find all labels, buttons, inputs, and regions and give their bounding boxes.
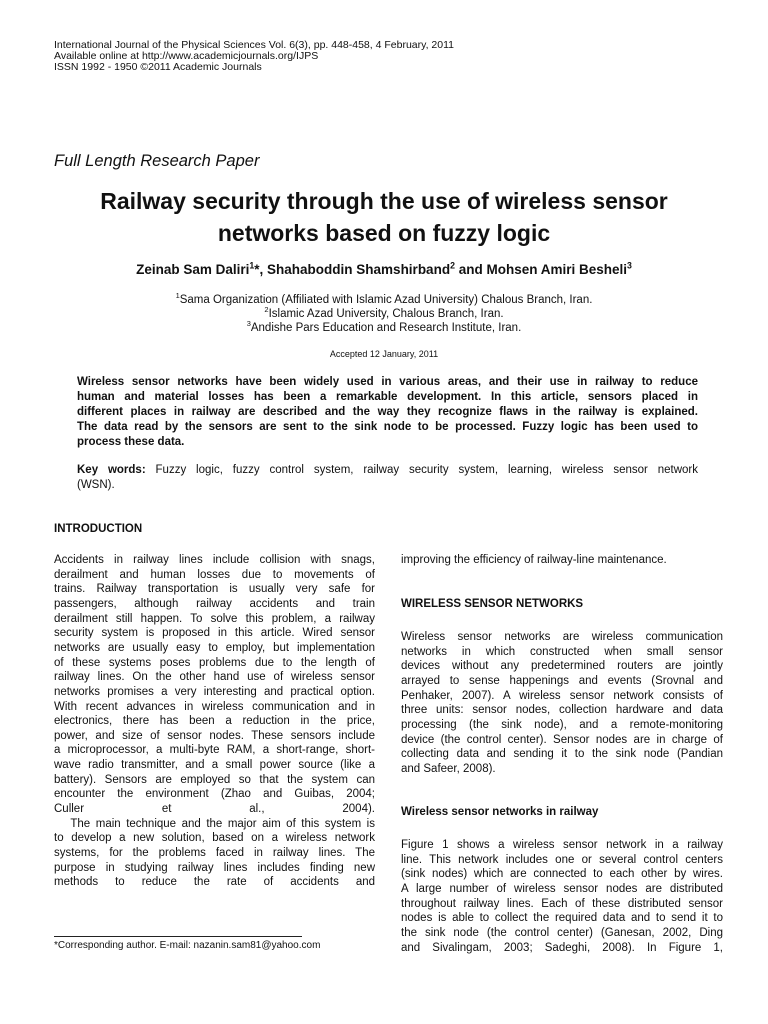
text-line: collecting data and sending it to the sink node (Pandian (401, 748, 723, 761)
text-line: trains. Railway transportation is usually very safe for (54, 583, 375, 596)
text-line: derailment and human losses due to movements of (54, 568, 375, 581)
text-line: wave radio transmitter, and a small power source (like a (54, 759, 375, 772)
affiliation-mark: 2 (264, 305, 269, 315)
abstract-line: different places in railway are described and the way they recognize flaws in the railway is explained. (77, 406, 698, 418)
text-line: With recent advances in wireless communication and in (54, 700, 375, 713)
abstract-line: The data read by the sensors are sent to the sink node to be processed. Fuzzy logic has been used to (77, 421, 698, 433)
author-name: Zeinab Sam Daliri (136, 262, 250, 277)
text-line: systems, for the problems faced in railway lines. The (54, 847, 375, 859)
affiliation-mark: 3 (246, 319, 251, 329)
text-line: Accidents in railway lines include collision with snags, (54, 554, 375, 566)
affiliation-text: Islamic Azad University, Chalous Branch, Iran. (268, 308, 504, 320)
keywords-label: Key words: (77, 464, 146, 476)
journal-citation-line: International Journal of the Physical Sciences Vol. 6(3), pp. 448-458, 4 February, 2011 (54, 39, 455, 51)
author-affil-mark: 1 (249, 260, 255, 271)
abstract-line: human and material losses has been a remarkable development. In this article, sensors placed in (77, 391, 698, 403)
affiliation-mark: 1 (175, 291, 180, 301)
affiliation-text: Sama Organization (Affiliated with Islamic Azad University) Chalous Branch, Iran. (179, 294, 593, 306)
text-line: power, and size of sensor nodes. These sensors include (54, 729, 375, 742)
journal-online-line: Available online at http://www.academicjournals.org/IJPS (54, 50, 319, 62)
text-line: railway lines. On the other hand use of wireless sensor (54, 671, 375, 684)
text-line: to develop a new solution, based on a wireless network (54, 832, 375, 845)
text-line: device (the control center). Sensor nodes are in charge of (401, 733, 723, 746)
author-affil-mark: 3 (627, 260, 632, 271)
keywords-line: (WSN). (77, 479, 115, 491)
text-line: methods to reduce the rate of accidents and (54, 876, 375, 889)
text-line: security system is proposed in this article. Wired sensor (54, 627, 375, 640)
affiliation-1 (0, 293, 768, 307)
text-line: networks are usually easy to employ, but implementation (54, 641, 375, 654)
text-line: A large number of wireless sensor nodes are distributed (401, 882, 723, 895)
corresponding-author-footnote: *Corresponding author. E-mail: nazanin.sam81@yahoo.com (54, 940, 321, 951)
text-line: Penhaker, 2007). A wireless sensor network consists of (401, 689, 723, 702)
author-list (0, 262, 768, 277)
footnote-rule (54, 936, 302, 937)
text-line: passengers, although railway accidents and train (54, 597, 375, 610)
affiliation-text: Andishe Pars Education and Research Institute, Iran. (250, 322, 522, 334)
text-line: line. This network includes one or several control centers (401, 853, 723, 866)
text-line: of these systems poses problems due to the length of (54, 656, 375, 669)
paper-type-label: Full Length Research Paper (54, 152, 260, 170)
author-name: Shahaboddin Shamshirband (267, 262, 451, 277)
text-line: derailment still happen. To solve this problem, a railway (54, 612, 375, 625)
keywords-line (77, 463, 698, 478)
text-line: processing (the sink node), and a remote-monitoring (401, 718, 723, 731)
text-line: Culler et al., 2004). (54, 803, 375, 816)
text-line: devices without any predetermined routers are jointly (401, 660, 723, 673)
journal-issn-line: ISSN 1992 - 1950 ©2011 Academic Journals (54, 61, 262, 73)
section-heading-wsn: WIRELESS SENSOR NETWORKS (401, 598, 584, 610)
text-line: networks in which constructed when small sensor (401, 645, 723, 658)
abstract-line: Wireless sensor networks have been widely used in various areas, and their use in railway to reduce (77, 376, 698, 388)
text-line: battery). Sensors are employed so that the system can (54, 773, 375, 786)
text-line: nodes is able to collect the required data and to send it to (401, 912, 723, 925)
author-name: Mohsen Amiri Besheli (486, 262, 627, 277)
text-line: and Sivalingam, 2003; Sadeghi, 2008). In Figure 1, (401, 941, 723, 954)
subsection-heading-railway: Wireless sensor networks in railway (401, 806, 599, 818)
text-line: The main technique and the major aim of this system is (54, 817, 375, 830)
text-line: throughout railway lines. Each of these distributed sensor (401, 897, 723, 910)
author-separator: *, (254, 262, 268, 277)
text-line: (sink nodes) which are connected to each other by wires. (401, 868, 723, 881)
section-heading-introduction: INTRODUCTION (54, 523, 143, 535)
abstract-line: process these data. (77, 436, 185, 448)
text-line: networks promises a very interesting and practical option. (54, 685, 375, 698)
text-line: Wireless sensor networks are wireless communication (401, 631, 723, 643)
text-line: purpose in studying railway lines includes finding new (54, 861, 375, 874)
text-line: three units: sensor nodes, collection hardware and data (401, 704, 723, 717)
text-line: electronics, there has been a reduction in the price, (54, 715, 375, 728)
text-line: and Safeer, 2008). (401, 762, 496, 775)
text-line: arrayed to sense happenings and events (Srovnal and (401, 674, 723, 687)
author-affil-mark: 2 (450, 260, 455, 271)
affiliation-3 (0, 321, 768, 335)
text-line: encounter the environment (Zhao and Guibas, 2004; (54, 788, 375, 801)
paper-title-line-2: networks based on fuzzy logic (217, 220, 551, 246)
paper-title-line-1: Railway security through the use of wireless sensor (100, 188, 668, 214)
text-line: Figure 1 shows a wireless sensor network in a railway (401, 839, 723, 851)
text-line: a microprocessor, a multi-byte RAM, a short-range, short- (54, 744, 375, 757)
author-separator: and (454, 262, 487, 277)
paragraph-continuation: improving the efficiency of railway-line maintenance. (401, 554, 667, 566)
keywords-text: Fuzzy logic, fuzzy control system, railway security system, learning, wireless sensor network (145, 464, 698, 476)
text-line: the sink node (the control center) (Ganesan, 2002, Ding (401, 926, 723, 939)
accepted-date: Accepted 12 January, 2011 (329, 349, 439, 359)
affiliation-2 (0, 307, 768, 321)
